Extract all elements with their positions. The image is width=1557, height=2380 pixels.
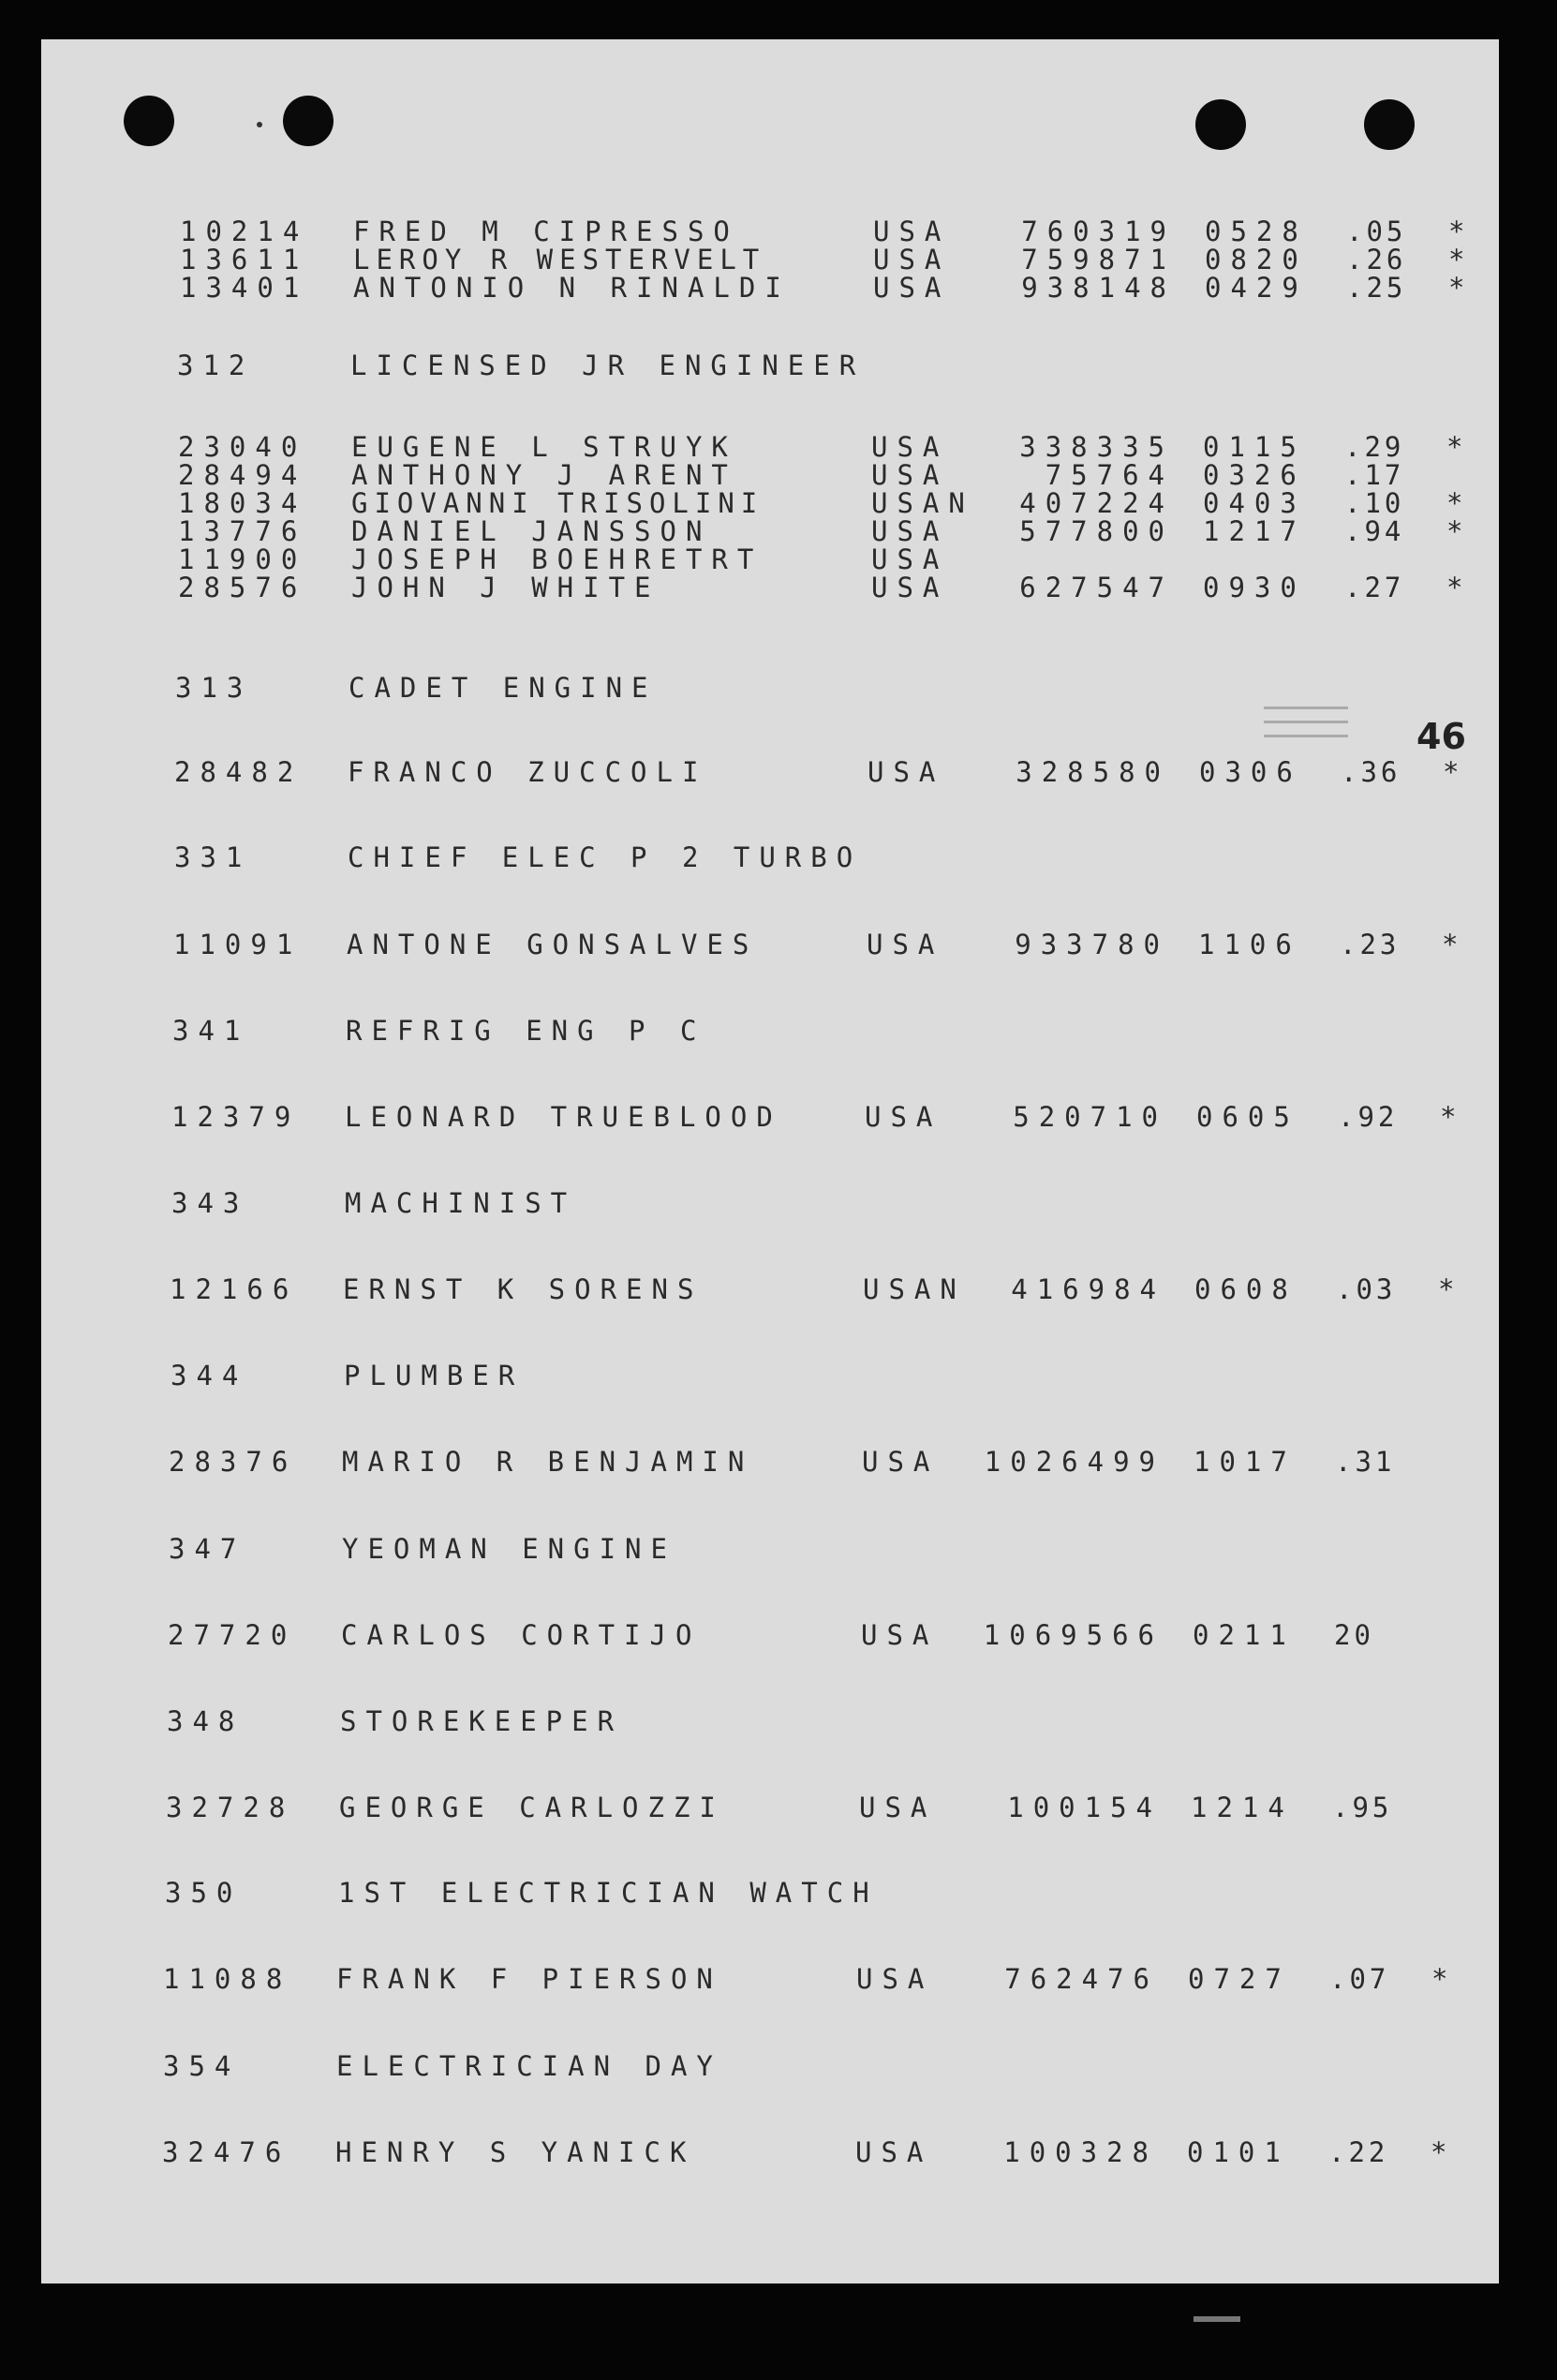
- rating-code: 331: [174, 841, 252, 873]
- nationality: USA: [871, 515, 949, 547]
- rate-value: .29: [1344, 431, 1405, 463]
- rating-title: 1ST ELECTRICIAN WATCH: [338, 1877, 879, 1909]
- asterisk-mark: *: [1438, 1273, 1464, 1305]
- date-code: 0115: [1203, 431, 1306, 463]
- nationality: USA: [873, 244, 951, 275]
- certificate-number: 577800: [1019, 515, 1174, 547]
- rating-title: MACHINIST: [345, 1187, 577, 1219]
- book-number: 32476: [162, 2136, 291, 2168]
- nationality: USAN: [871, 487, 974, 519]
- asterisk-mark: *: [1448, 244, 1475, 275]
- rating-title: CHIEF ELEC P 2 TURBO: [348, 841, 863, 873]
- book-number: 12379: [171, 1101, 301, 1133]
- crew-name: GEORGE CARLOZZI: [339, 1792, 725, 1823]
- book-number: 23040: [178, 431, 307, 463]
- asterisk-mark: *: [1442, 929, 1468, 960]
- date-code: 0608: [1194, 1273, 1298, 1305]
- crew-name: HENRY S YANICK: [335, 2136, 696, 2168]
- rating-title: YEOMAN ENGINE: [342, 1533, 676, 1565]
- asterisk-mark: *: [1448, 216, 1475, 247]
- rating-code: 341: [172, 1015, 250, 1047]
- nationality: USA: [856, 1963, 934, 1995]
- nationality: USA: [871, 572, 949, 603]
- rating-code: 347: [169, 1533, 246, 1565]
- crew-name: CARLOS CORTIJO: [341, 1619, 702, 1651]
- date-code: 0429: [1205, 272, 1308, 304]
- nationality: USA: [859, 1792, 937, 1823]
- nationality: USA: [867, 756, 945, 788]
- date-code: 0101: [1187, 2136, 1290, 2168]
- nationality: USA: [855, 2136, 933, 2168]
- crew-name: FRED M CIPRESSO: [353, 216, 739, 247]
- certificate-number: 760319: [1021, 216, 1176, 247]
- certificate-number: 1069566: [983, 1619, 1164, 1651]
- certificate-number: 100154: [1007, 1792, 1162, 1823]
- crew-name: JOHN J WHITE: [351, 572, 660, 603]
- scan-artifact: [1194, 2316, 1240, 2322]
- date-code: 0820: [1205, 244, 1308, 275]
- book-number: 28494: [178, 459, 307, 491]
- crew-name: ANTONIO N RINALDI: [353, 272, 791, 304]
- rate-value: .05: [1346, 216, 1407, 247]
- asterisk-mark: *: [1443, 756, 1469, 788]
- rating-title: LICENSED JR ENGINEER: [350, 350, 866, 381]
- nationality: USA: [871, 543, 949, 575]
- date-code: 1217: [1203, 515, 1306, 547]
- crew-name: FRANK F PIERSON: [336, 1963, 722, 1995]
- crew-name: MARIO R BENJAMIN: [342, 1446, 754, 1478]
- crew-name: LEROY R WESTERVELT: [353, 244, 766, 275]
- rate-value: .17: [1344, 459, 1405, 491]
- rate-value: .23: [1340, 929, 1401, 960]
- rate-value: .03: [1336, 1273, 1397, 1305]
- rating-title: CADET ENGINE: [348, 672, 658, 704]
- certificate-number: 416984: [1011, 1273, 1165, 1305]
- nationality: USA: [867, 929, 944, 960]
- rating-code: 354: [163, 2050, 241, 2082]
- crew-name: LEONARD TRUEBLOOD: [345, 1101, 782, 1133]
- certificate-number: 520710: [1013, 1101, 1167, 1133]
- asterisk-mark: *: [1446, 572, 1473, 603]
- certificate-number: 100328: [1003, 2136, 1158, 2168]
- nationality: USA: [873, 216, 951, 247]
- asterisk-mark: *: [1448, 272, 1475, 304]
- book-number: 27720: [168, 1619, 297, 1651]
- certificate-number: 407224: [1019, 487, 1174, 519]
- date-code: 0211: [1193, 1619, 1296, 1651]
- rate-value: .36: [1341, 756, 1401, 788]
- rate-value: .94: [1344, 515, 1405, 547]
- crew-name: ERNST K SORENS: [343, 1273, 704, 1305]
- nationality: USA: [871, 459, 949, 491]
- asterisk-mark: *: [1446, 487, 1473, 519]
- certificate-number: 1026499: [984, 1446, 1164, 1478]
- crew-name: ANTONE GONSALVES: [347, 929, 759, 960]
- certificate-number: 933780: [1015, 929, 1169, 960]
- rating-title: ELECTRICIAN DAY: [336, 2050, 722, 2082]
- crew-name: FRANCO ZUCCOLI: [348, 756, 708, 788]
- book-number: 11900: [178, 543, 307, 575]
- rating-code: 312: [177, 350, 255, 381]
- nationality: USA: [865, 1101, 942, 1133]
- book-number: 10214: [180, 216, 309, 247]
- rating-title: REFRIG ENG P C: [346, 1015, 706, 1047]
- asterisk-mark: *: [1440, 1101, 1466, 1133]
- book-number: 13776: [178, 515, 307, 547]
- crew-name: GIOVANNI TRISOLINI: [351, 487, 764, 519]
- rating-title: PLUMBER: [344, 1360, 525, 1391]
- rate-value: .92: [1338, 1101, 1399, 1133]
- rating-code: 343: [171, 1187, 249, 1219]
- date-code: 0605: [1196, 1101, 1299, 1133]
- date-code: 0528: [1205, 216, 1308, 247]
- crew-name: ANTHONY J ARENT: [351, 459, 737, 491]
- rating-code: 350: [165, 1877, 243, 1909]
- rating-code: 344: [171, 1360, 248, 1391]
- document-page: [41, 39, 1499, 2283]
- rate-value: .31: [1335, 1446, 1396, 1478]
- certificate-number: 759871: [1021, 244, 1176, 275]
- crew-list: [135, 39, 1475, 2283]
- book-number: 28482: [174, 756, 304, 788]
- crew-name: DANIEL JANSSON: [351, 515, 712, 547]
- asterisk-mark: *: [1446, 431, 1473, 463]
- nationality: USA: [871, 431, 949, 463]
- book-number: 13611: [180, 244, 309, 275]
- nationality: USA: [873, 272, 951, 304]
- book-number: 11091: [173, 929, 303, 960]
- page-number: 46: [1416, 716, 1466, 757]
- crew-name: JOSEPH BOEHRETRT: [351, 543, 764, 575]
- asterisk-mark: *: [1446, 515, 1473, 547]
- book-number: 13401: [180, 272, 309, 304]
- certificate-number: 338335: [1019, 431, 1174, 463]
- crew-name: EUGENE L STRUYK: [351, 431, 737, 463]
- rating-title: STOREKEEPER: [340, 1705, 624, 1737]
- rate-value: .22: [1328, 2136, 1389, 2168]
- date-code: 1106: [1198, 929, 1301, 960]
- book-number: 28376: [169, 1446, 298, 1478]
- nationality: USA: [862, 1446, 940, 1478]
- certificate-number: 762476: [1004, 1963, 1159, 1995]
- date-code: 0326: [1203, 459, 1306, 491]
- rate-value: .07: [1329, 1963, 1390, 1995]
- rate-value: .10: [1344, 487, 1405, 519]
- book-number: 18034: [178, 487, 307, 519]
- date-code: 0930: [1203, 572, 1306, 603]
- book-number: 12166: [170, 1273, 299, 1305]
- rating-code: 313: [175, 672, 253, 704]
- date-code: 0727: [1188, 1963, 1291, 1995]
- certificate-number: 75764: [1045, 459, 1174, 491]
- book-number: 11088: [163, 1963, 292, 1995]
- date-code: 1214: [1191, 1792, 1294, 1823]
- asterisk-mark: *: [1431, 2136, 1457, 2168]
- rate-value: 20: [1334, 1619, 1374, 1651]
- date-code: 0403: [1203, 487, 1306, 519]
- date-code: 1017: [1194, 1446, 1297, 1478]
- certificate-number: 627547: [1019, 572, 1174, 603]
- rating-code: 348: [167, 1705, 245, 1737]
- rate-value: .95: [1332, 1792, 1393, 1823]
- date-code: 0306: [1199, 756, 1302, 788]
- certificate-number: 938148: [1021, 272, 1176, 304]
- asterisk-mark: *: [1431, 1963, 1458, 1995]
- nationality: USA: [861, 1619, 939, 1651]
- certificate-number: 328580: [1016, 756, 1170, 788]
- rate-value: .26: [1346, 244, 1407, 275]
- book-number: 32728: [166, 1792, 295, 1823]
- rate-value: .27: [1344, 572, 1405, 603]
- nationality: USAN: [863, 1273, 966, 1305]
- rate-value: .25: [1346, 272, 1407, 304]
- book-number: 28576: [178, 572, 307, 603]
